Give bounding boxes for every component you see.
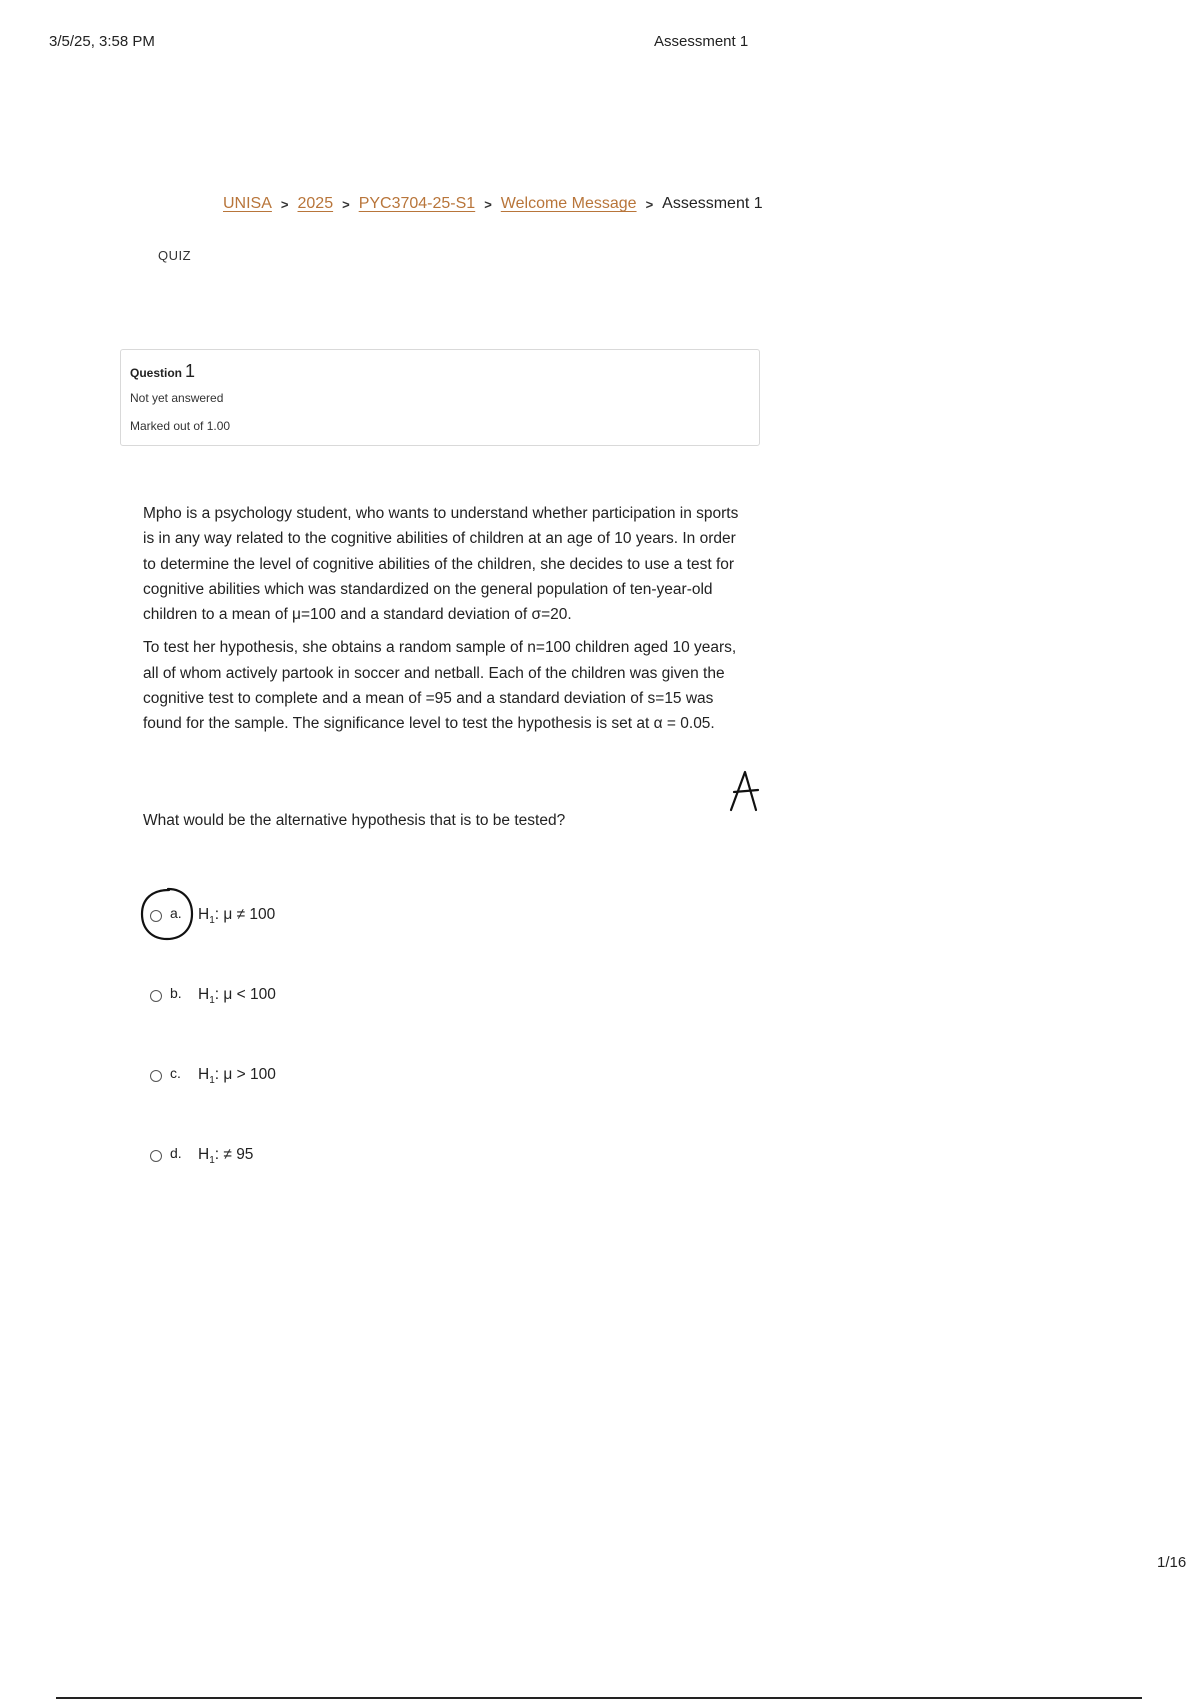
option-sub: 1 (209, 915, 215, 927)
page-bottom-rule (56, 1697, 1142, 1699)
chevron-right-icon: > (645, 196, 654, 212)
option-letter: d. (170, 1145, 182, 1162)
radio-button[interactable] (150, 910, 162, 922)
option-h: H (198, 1066, 210, 1083)
option-letter: b. (170, 985, 182, 1002)
option-rest: : μ ≠ 100 (214, 906, 276, 923)
option-h: H (198, 906, 210, 923)
breadcrumb-link-unisa[interactable]: UNISA (223, 195, 272, 212)
print-page-title: Assessment 1 (654, 33, 749, 50)
option-rest: : ≠ 95 (214, 1146, 254, 1163)
question-label: Question (130, 366, 183, 380)
quiz-label: QUIZ (158, 248, 192, 263)
option-rest: : μ < 100 (214, 986, 276, 1003)
option-text (198, 906, 275, 926)
radio-button[interactable] (150, 990, 162, 1002)
chevron-right-icon: > (280, 196, 289, 212)
handwritten-a-annotation (725, 766, 765, 816)
radio-button[interactable] (150, 1150, 162, 1162)
question-paragraph-2: To test her hypothesis, she obtains a random sample of n=100 children aged 10 years, all of whom actively partook in soccer and netball. Each of the children was given the cognitive test to complete and a mean of =95 and a standard deviation of s=15 was found for the sample. The significance level to test the hypothesis is set at α = 0.05. (143, 639, 737, 733)
breadcrumb (223, 195, 763, 213)
question-number-value: 1 (185, 361, 196, 381)
question-marks: Marked out of 1.00 (130, 419, 231, 433)
breadcrumb-link-year[interactable]: 2025 (297, 195, 334, 212)
breadcrumb-link-course[interactable]: PYC3704-25-S1 (358, 195, 476, 212)
question-prompt: What would be the alternative hypothesis that is to be tested? (143, 812, 566, 829)
chevron-right-icon: > (342, 196, 350, 212)
option-sub: 1 (209, 1075, 215, 1087)
question-number (130, 361, 750, 382)
option-letter: c. (170, 1065, 181, 1082)
breadcrumb-link-welcome[interactable]: Welcome Message (500, 195, 637, 212)
breadcrumb-current: Assessment 1 (662, 195, 763, 212)
answer-option-c[interactable] (150, 1066, 276, 1086)
option-rest: : μ > 100 (214, 1066, 276, 1083)
option-sub: 1 (209, 1155, 215, 1167)
option-letter: a. (170, 905, 182, 922)
question-text (143, 501, 753, 745)
option-text (198, 1146, 253, 1166)
option-text (198, 986, 276, 1006)
question-paragraph-1: Mpho is a psychology student, who wants to understand whether participation in sports is in any way related to the cognitive abilities of children at an age of 10 years. In order to determine the level of cognitive abilities of the children, she decides to use a test for cognitive abilities which was standardized on the general population of ten-year-old children to a mean of μ=100 and a standard deviation of σ=20. (143, 505, 739, 624)
chevron-right-icon: > (484, 196, 492, 212)
radio-button[interactable] (150, 1070, 162, 1082)
option-text (198, 1066, 276, 1086)
answer-option-d[interactable] (150, 1146, 253, 1166)
print-datetime: 3/5/25, 3:58 PM (49, 33, 155, 50)
option-h: H (198, 986, 210, 1003)
question-info-box (120, 349, 760, 446)
option-sub: 1 (209, 995, 215, 1007)
page-number: 1/16 (1157, 1554, 1187, 1571)
answer-option-a[interactable] (150, 906, 275, 926)
answer-option-b[interactable] (150, 986, 276, 1006)
option-h: H (198, 1146, 210, 1163)
question-state: Not yet answered (130, 391, 224, 405)
